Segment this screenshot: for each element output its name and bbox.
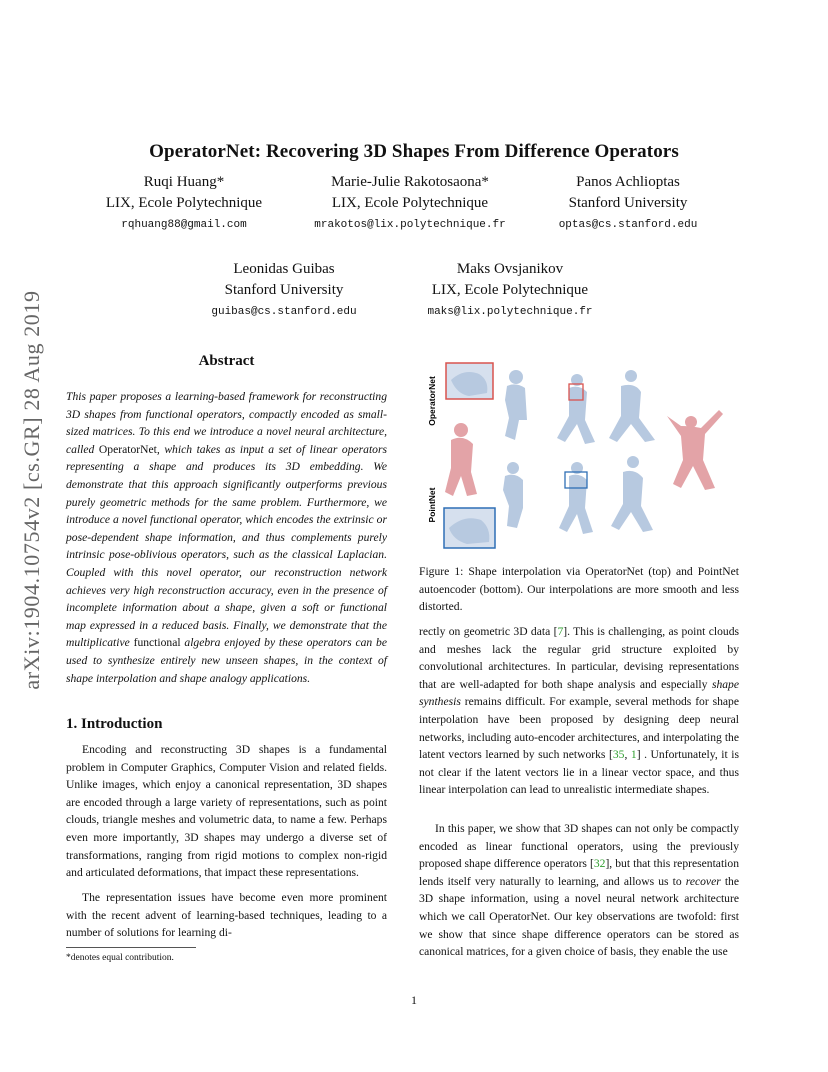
- author-affiliation: LIX, Ecole Polytechnique: [105, 195, 263, 211]
- abstract-heading: Abstract: [198, 353, 255, 369]
- citation-link[interactable]: 32: [593, 857, 606, 871]
- intro-heading: 1. Introduction: [66, 716, 163, 732]
- author-4: [164, 259, 404, 318]
- author-name: Leonidas Guibas: [233, 261, 335, 277]
- figure-1: [419, 360, 739, 555]
- citation-link[interactable]: 7: [557, 625, 564, 638]
- author-affiliation: Stanford University: [224, 282, 344, 298]
- shape-pn-1: [503, 462, 523, 528]
- figure-caption: Figure 1: Shape interpolation via OperatorNet (top) and PointNet autoencoder (bottom). Our interpolations are more smooth and less distorted.: [419, 565, 739, 614]
- author-3: [508, 172, 748, 231]
- abstract-body: [66, 388, 387, 687]
- abstract-operatornet: OperatorNet: [98, 442, 157, 456]
- paper-title: OperatorNet: Recovering 3D Shapes From Difference Operators: [149, 141, 679, 162]
- row-label-pointnet: PointNet: [427, 487, 437, 523]
- operatornet-shapes: [505, 370, 655, 444]
- shape-op-3: [609, 370, 655, 442]
- shape-pn-3: [611, 456, 653, 532]
- author-name: Panos Achlioptas: [576, 174, 680, 190]
- footnote-rule: [66, 947, 196, 948]
- author-name: Maks Ovsjanikov: [456, 261, 564, 277]
- footnote: *denotes equal contribution.: [66, 953, 174, 963]
- author-email[interactable]: mrakotos@lix.polytechnique.fr: [314, 219, 506, 231]
- text-run: remains difficult. For example, several methods for shape interpolation have been proposed by designing deep neural networks, including auto-encoder architectures, and interpolating the latent vectors learned by such networks [: [419, 695, 739, 762]
- author-affiliation: LIX, Ecole Polytechnique: [431, 282, 589, 298]
- author-email[interactable]: guibas@cs.stanford.edu: [211, 306, 357, 318]
- right-paragraph-1: [419, 623, 739, 799]
- page-number: 1: [411, 993, 417, 1007]
- text-run: the 3D shape information, using a novel neural network architecture which we call OperatorNet. Our key observations are twofold: first we show that since shape difference operators can be stored as canonical matrices, for a given choice of basis, they enable the use: [419, 874, 740, 959]
- author-5: [390, 259, 630, 318]
- text-run: ] . Unfortunately, it is not clear if the latent vectors lie in a linear vector space, and thus linear interpolation can lead to unrealistic intermediate shapes.: [419, 748, 739, 797]
- author-affiliation: Stanford University: [568, 195, 688, 211]
- abstract-text-3: algebra enjoyed by these operators can be used to synthesize entirely new unseen shapes, in the context of shape interpolation and shape analogy applications.: [66, 636, 387, 685]
- author-name: Ruqi Huang*: [143, 174, 225, 190]
- intro-paragraph-1: Encoding and reconstructing 3D shapes is a fundamental problem in Computer Graphics, Computer Vision and related fields. Unlike images, which enjoy a canonical representation, 3D shapes are encoded through a large variety of representations, such as point clouds, triangle meshes and volumetric data, to name a few. Perhaps even more importantly, 3D shapes may undergo a diverse set of transformations, ranging from rigid motions to complex non-rigid and articulated deformations, that impact these representations.: [66, 743, 387, 880]
- shape-target: [667, 410, 723, 490]
- abstract-functional: functional: [133, 636, 181, 650]
- arxiv-stamp: [12, 290, 52, 690]
- text-run: ], but that this representation lends itself very naturally to learning, and allows us to: [419, 857, 739, 888]
- author-email[interactable]: optas@cs.stanford.edu: [558, 219, 698, 231]
- right-paragraph-2: [419, 820, 739, 961]
- author-email[interactable]: maks@lix.polytechnique.fr: [427, 306, 593, 318]
- arxiv-id: arXiv:1904.10754v2 [cs.GR] 28 Aug 2019: [19, 290, 44, 690]
- shape-op-1: [505, 370, 527, 440]
- author-affiliation: LIX, Ecole Polytechnique: [331, 195, 489, 211]
- abstract-text-1: This paper proposes a learning-based framework for reconstructing 3D shapes from functional operators, compactly encoded as small-sized matrices. To this end we introduce a novel neural architecture, called: [66, 390, 387, 456]
- shape-source: [445, 423, 477, 496]
- author-1: [64, 172, 304, 231]
- emph-recover: recover: [685, 874, 721, 888]
- text-run: In this paper, we show that 3D shapes can not only be compactly encoded as linear functional operators, using the previously proposed shape difference operators [: [419, 822, 739, 871]
- shape-pn-2: [559, 462, 593, 534]
- citation-link[interactable]: 1: [630, 748, 637, 762]
- abstract-text-2: , which takes as input a set of linear operators representing a shape and produces its 3D embedding. We demonstrate that this approach significantly outperforms previous purely geometric methods for the same problem. Furthermore, we introduce a novel functional operator, which encodes the extrinsic or pose-dependent shape information, and thus complements purely intrinsic pose-oblivious operators, such as the classical Laplacian. Coupled with this novel operator, our reconstruction network achieves very high reconstruction accuracy, even in the presence of incomplete information about a shape, given a soft or functional map expressed in a reduced basis. Finally, we demonstrate that the multiplicative: [66, 442, 387, 650]
- text-run: ]. This is challenging, as point clouds and meshes lack the regular grid structure exploited by convolutional architectures. In particular, devising representations that are well-adapted for both shape analysis and especially: [419, 625, 740, 691]
- row-label-operatornet: OperatorNet: [427, 376, 437, 426]
- pointnet-shapes: [503, 456, 653, 534]
- citation-link[interactable]: 35: [612, 748, 625, 762]
- author-email[interactable]: rqhuang88@gmail.com: [121, 219, 247, 231]
- text-run: ,: [624, 748, 631, 762]
- operatornet-inset: [446, 363, 493, 399]
- intro-paragraph-2: The representation issues have become even more prominent with the recent advent of learning-based techniques, leading to a number of solutions for learning di-: [66, 891, 387, 940]
- author-name: Marie-Julie Rakotosaona*: [331, 174, 489, 190]
- emph-shape-synthesis: shape synthesis: [419, 677, 739, 709]
- pointnet-inset: [444, 508, 495, 548]
- author-2: [290, 172, 530, 231]
- text-run: rectly on geometric 3D data [: [419, 625, 558, 638]
